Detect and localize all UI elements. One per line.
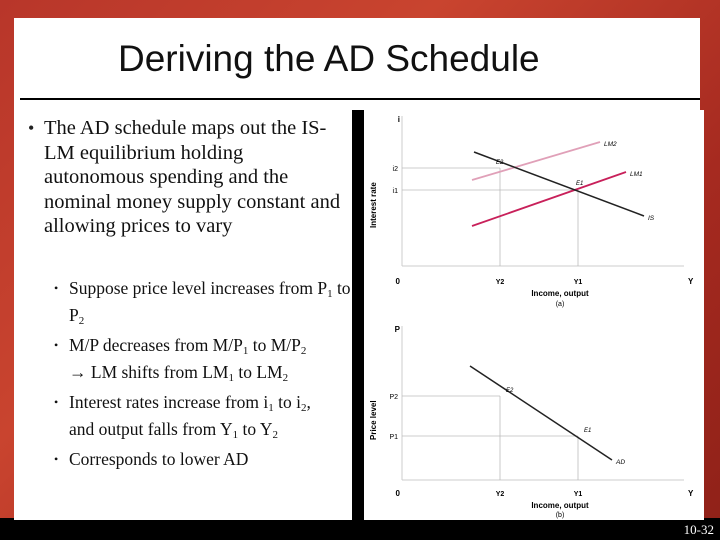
sub-bullet-1 bbox=[54, 278, 354, 331]
diagram-svg bbox=[364, 110, 704, 520]
text: , bbox=[306, 392, 311, 412]
tick-i1: i1 bbox=[392, 188, 398, 195]
tick-y1-top: Y1 bbox=[573, 279, 583, 286]
title-divider bbox=[20, 98, 700, 100]
sub-bullet-list bbox=[54, 278, 354, 474]
lm2-label: LM2 bbox=[604, 141, 617, 148]
bottom-x-axis-label: Income, output bbox=[531, 501, 589, 510]
bottom-panel-label: (b) bbox=[555, 512, 565, 519]
lm2-curve bbox=[472, 142, 600, 180]
subscript: 1 bbox=[327, 288, 333, 300]
sub-bullet-4 bbox=[54, 449, 354, 470]
is-lm-ad-diagram bbox=[364, 110, 704, 520]
text: Interest rates increase from i bbox=[69, 392, 269, 412]
subscript: 2 bbox=[272, 428, 278, 441]
bottom-frame-bar bbox=[0, 518, 720, 540]
bottom-y-axis-label: Price level bbox=[369, 400, 378, 440]
subscript: 1 bbox=[268, 402, 274, 414]
subscript: 2 bbox=[282, 371, 289, 384]
subscript: 2 bbox=[300, 402, 307, 414]
tick-p2: P2 bbox=[389, 394, 398, 401]
bullet-dot: • bbox=[54, 281, 59, 295]
text: → LM shifts from LM bbox=[69, 361, 229, 382]
tick-y2-top: Y2 bbox=[495, 279, 505, 286]
text: to P bbox=[69, 278, 351, 325]
ad-label: AD bbox=[616, 459, 626, 466]
lm1-label: LM1 bbox=[630, 171, 643, 178]
top-x-axis-label: Income, output bbox=[531, 289, 589, 298]
bottom-y-var: P bbox=[394, 325, 400, 334]
text: to M/P bbox=[248, 335, 301, 355]
main-bullet-dot: • bbox=[28, 118, 35, 138]
tick-i2: i2 bbox=[392, 166, 398, 173]
point-e2-top: E2 bbox=[496, 160, 504, 166]
text: Corresponds to lower AD bbox=[69, 449, 249, 469]
top-x-var: Y bbox=[688, 277, 694, 286]
point-e2-bottom: E2 bbox=[506, 388, 514, 394]
bullet-dot: • bbox=[54, 395, 59, 409]
top-origin: 0 bbox=[395, 277, 400, 286]
bottom-x-var: Y bbox=[688, 489, 694, 498]
text: to LM bbox=[233, 361, 283, 382]
bottom-origin: 0 bbox=[395, 489, 400, 498]
is-label: IS bbox=[648, 215, 655, 222]
text: to Y bbox=[238, 418, 273, 439]
subscript: 1 bbox=[232, 428, 239, 441]
text: to i bbox=[273, 392, 301, 412]
bullet-dot: • bbox=[54, 452, 59, 466]
top-y-var: i bbox=[397, 115, 400, 124]
sub-bullet-3 bbox=[54, 392, 354, 445]
ad-curve bbox=[470, 366, 612, 460]
tick-y1-bottom: Y1 bbox=[573, 491, 583, 498]
subscript: 1 bbox=[228, 371, 234, 384]
diagram-left-border bbox=[352, 110, 364, 520]
tick-p1: P1 bbox=[389, 434, 398, 441]
text: M/P decreases from M/P bbox=[69, 335, 243, 355]
tick-y2-bottom: Y2 bbox=[495, 491, 505, 498]
text: and output falls from Y bbox=[69, 418, 233, 439]
sub-bullet-2 bbox=[54, 335, 354, 388]
top-panel-label: (a) bbox=[555, 301, 565, 308]
point-e1-top: E1 bbox=[576, 181, 584, 187]
text: Suppose price level increases from P bbox=[69, 278, 328, 298]
bullet-dot: • bbox=[54, 338, 59, 352]
subscript: 2 bbox=[300, 345, 307, 357]
point-e1-bottom: E1 bbox=[584, 428, 592, 434]
slide-number: 10-32 bbox=[683, 522, 714, 537]
subscript: 1 bbox=[242, 345, 249, 357]
top-y-axis-label: Interest rate bbox=[369, 182, 378, 228]
slide-title: Deriving the AD Schedule bbox=[118, 38, 540, 79]
subscript: 2 bbox=[78, 314, 85, 327]
main-bullet-text: The AD schedule maps out the IS-LM equilibrium holding autonomous spending and the nominal money supply constant and allowing prices to vary bbox=[44, 117, 341, 237]
